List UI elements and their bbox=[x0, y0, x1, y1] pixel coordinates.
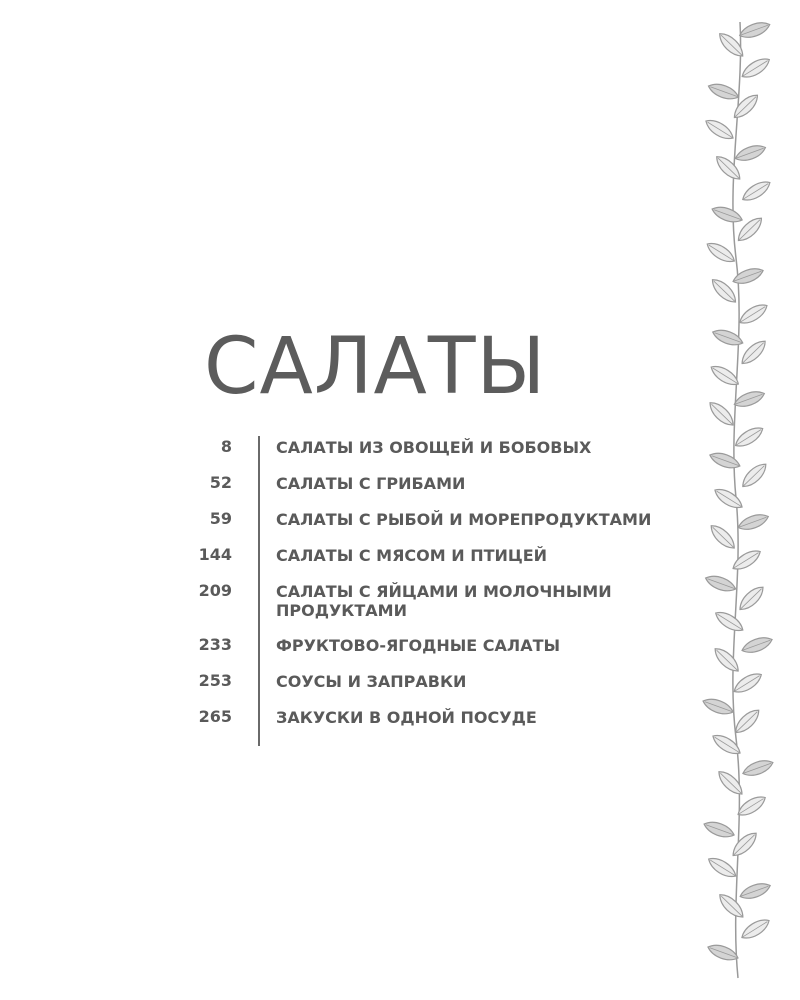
toc-page-number: 59 bbox=[209, 509, 232, 528]
toc-page-number: 52 bbox=[209, 473, 232, 492]
toc-entry[interactable] bbox=[190, 634, 660, 656]
toc-page-number: 144 bbox=[198, 545, 232, 564]
toc-page-number: 265 bbox=[198, 707, 232, 726]
toc-entry[interactable] bbox=[190, 706, 660, 728]
toc-entry-label: САЛАТЫ С ГРИБАМИ bbox=[276, 474, 466, 493]
toc-entry[interactable] bbox=[190, 472, 660, 494]
toc-entry[interactable] bbox=[190, 544, 660, 566]
toc-entry-label: ФРУКТОВО-ЯГОДНЫЕ САЛАТЫ bbox=[276, 636, 561, 655]
toc-entry[interactable] bbox=[190, 436, 660, 458]
leaf-vine-ornament-icon bbox=[696, 18, 780, 982]
toc-entry-label: ЗАКУСКИ В ОДНОЙ ПОСУДЕ bbox=[276, 708, 537, 727]
toc-page-number: 253 bbox=[198, 671, 232, 690]
page-title: САЛАТЫ bbox=[204, 322, 547, 412]
toc-entry-label: САЛАТЫ С РЫБОЙ И МОРЕПРОДУКТАМИ bbox=[276, 510, 652, 529]
toc-entry-label: САЛАТЫ ИЗ ОВОЩЕЙ И БОБОВЫХ bbox=[276, 438, 592, 457]
toc-page-number: 233 bbox=[198, 635, 232, 654]
toc-page-number: 8 bbox=[220, 437, 232, 456]
toc-entry-label: САЛАТЫ С МЯСОМ И ПТИЦЕЙ bbox=[276, 546, 548, 565]
toc-entry[interactable] bbox=[190, 508, 660, 530]
toc-entry-label: СОУСЫ И ЗАПРАВКИ bbox=[276, 672, 467, 691]
toc-entry-label: САЛАТЫ С ЯЙЦАМИ И МОЛОЧНЫМИ ПРОДУКТАМИ bbox=[276, 582, 612, 620]
toc-entry[interactable] bbox=[190, 580, 660, 620]
toc-page-number: 209 bbox=[198, 581, 232, 600]
table-of-contents bbox=[190, 436, 660, 742]
toc-entry[interactable] bbox=[190, 670, 660, 692]
